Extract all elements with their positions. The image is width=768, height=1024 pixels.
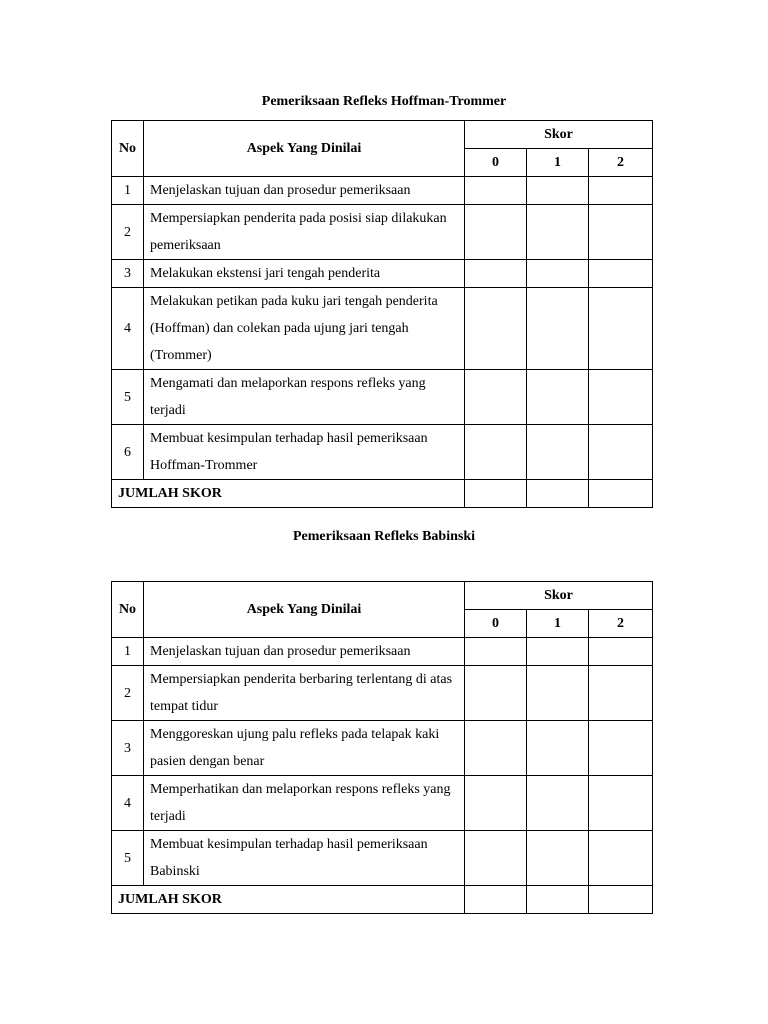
score-cell-2[interactable] — [589, 288, 653, 370]
score-cell-0[interactable] — [465, 666, 527, 721]
score-cell-1[interactable] — [527, 831, 589, 886]
row-aspek: Melakukan ekstensi jari tengah penderita — [144, 260, 465, 288]
hoffman-trommer-score-table — [111, 120, 653, 508]
row-number: 3 — [112, 260, 144, 288]
column-header-score-1: 1 — [527, 149, 589, 177]
row-number: 6 — [112, 425, 144, 480]
total-cell-1[interactable] — [527, 886, 589, 914]
row-number: 4 — [112, 288, 144, 370]
row-number: 2 — [112, 205, 144, 260]
score-cell-2[interactable] — [589, 666, 653, 721]
score-cell-0[interactable] — [465, 288, 527, 370]
table-row — [112, 177, 653, 205]
score-cell-2[interactable] — [589, 370, 653, 425]
row-number: 1 — [112, 177, 144, 205]
table-row — [112, 638, 653, 666]
table-row — [112, 666, 653, 721]
table-row — [112, 260, 653, 288]
table-row — [112, 721, 653, 776]
table-1-title: Pemeriksaan Refleks Hoffman-Trommer — [261, 94, 507, 109]
score-cell-2[interactable] — [589, 831, 653, 886]
row-aspek: Menjelaskan tujuan dan prosedur pemeriksaan — [144, 638, 465, 666]
row-aspek: Mempersiapkan penderita berbaring terlentang di atas tempat tidur — [144, 666, 465, 721]
column-header-skor: Skor — [465, 582, 653, 610]
column-header-score-0: 0 — [465, 610, 527, 638]
score-cell-2[interactable] — [589, 260, 653, 288]
score-cell-1[interactable] — [527, 260, 589, 288]
score-cell-1[interactable] — [527, 370, 589, 425]
table-2-title: Pemeriksaan Refleks Babinski — [292, 529, 475, 544]
score-cell-0[interactable] — [465, 425, 527, 480]
score-cell-2[interactable] — [589, 776, 653, 831]
column-header-aspek: Aspek Yang Dinilai — [144, 582, 465, 638]
column-header-aspek: Aspek Yang Dinilai — [144, 121, 465, 177]
score-cell-0[interactable] — [465, 177, 527, 205]
score-cell-0[interactable] — [465, 776, 527, 831]
score-cell-0[interactable] — [465, 638, 527, 666]
table-row — [112, 776, 653, 831]
row-number: 3 — [112, 721, 144, 776]
row-aspek: Memperhatikan dan melaporkan respons refleks yang terjadi — [144, 776, 465, 831]
row-aspek: Mengamati dan melaporkan respons refleks yang terjadi — [144, 370, 465, 425]
score-cell-1[interactable] — [527, 177, 589, 205]
total-cell-1[interactable] — [527, 480, 589, 508]
row-number: 1 — [112, 638, 144, 666]
row-number: 4 — [112, 776, 144, 831]
row-aspek: Membuat kesimpulan terhadap hasil pemeriksaan Babinski — [144, 831, 465, 886]
row-aspek: Mempersiapkan penderita pada posisi siap dilakukan pemeriksaan — [144, 205, 465, 260]
total-cell-0[interactable] — [465, 886, 527, 914]
score-cell-1[interactable] — [527, 666, 589, 721]
row-aspek: Menjelaskan tujuan dan prosedur pemeriksaan — [144, 177, 465, 205]
table-row — [112, 288, 653, 370]
column-header-no: No — [112, 582, 144, 638]
score-cell-1[interactable] — [527, 205, 589, 260]
score-cell-1[interactable] — [527, 425, 589, 480]
score-cell-1[interactable] — [527, 776, 589, 831]
row-aspek: Melakukan petikan pada kuku jari tengah penderita (Hoffman) dan colekan pada ujung jari tengah (Trommer) — [144, 288, 465, 370]
table-row — [112, 425, 653, 480]
column-header-no: No — [112, 121, 144, 177]
score-cell-0[interactable] — [465, 370, 527, 425]
table-row — [112, 205, 653, 260]
row-number: 2 — [112, 666, 144, 721]
score-cell-2[interactable] — [589, 721, 653, 776]
score-cell-0[interactable] — [465, 260, 527, 288]
row-aspek: Membuat kesimpulan terhadap hasil pemeriksaan Hoffman-Trommer — [144, 425, 465, 480]
score-cell-2[interactable] — [589, 638, 653, 666]
column-header-score-2: 2 — [589, 610, 653, 638]
score-cell-2[interactable] — [589, 205, 653, 260]
score-cell-0[interactable] — [465, 205, 527, 260]
total-cell-0[interactable] — [465, 480, 527, 508]
total-row — [112, 886, 653, 914]
score-cell-1[interactable] — [527, 721, 589, 776]
row-number: 5 — [112, 370, 144, 425]
total-label: JUMLAH SKOR — [112, 480, 465, 508]
score-cell-0[interactable] — [465, 721, 527, 776]
row-number: 5 — [112, 831, 144, 886]
score-cell-1[interactable] — [527, 638, 589, 666]
total-cell-2[interactable] — [589, 886, 653, 914]
table-row — [112, 831, 653, 886]
total-label: JUMLAH SKOR — [112, 886, 465, 914]
column-header-score-0: 0 — [465, 149, 527, 177]
table-row — [112, 370, 653, 425]
score-cell-2[interactable] — [589, 425, 653, 480]
babinski-score-table — [111, 581, 653, 914]
total-cell-2[interactable] — [589, 480, 653, 508]
score-cell-2[interactable] — [589, 177, 653, 205]
row-aspek: Menggoreskan ujung palu refleks pada telapak kaki pasien dengan benar — [144, 721, 465, 776]
column-header-score-1: 1 — [527, 610, 589, 638]
column-header-score-2: 2 — [589, 149, 653, 177]
column-header-skor: Skor — [465, 121, 653, 149]
score-cell-1[interactable] — [527, 288, 589, 370]
score-cell-0[interactable] — [465, 831, 527, 886]
total-row — [112, 480, 653, 508]
